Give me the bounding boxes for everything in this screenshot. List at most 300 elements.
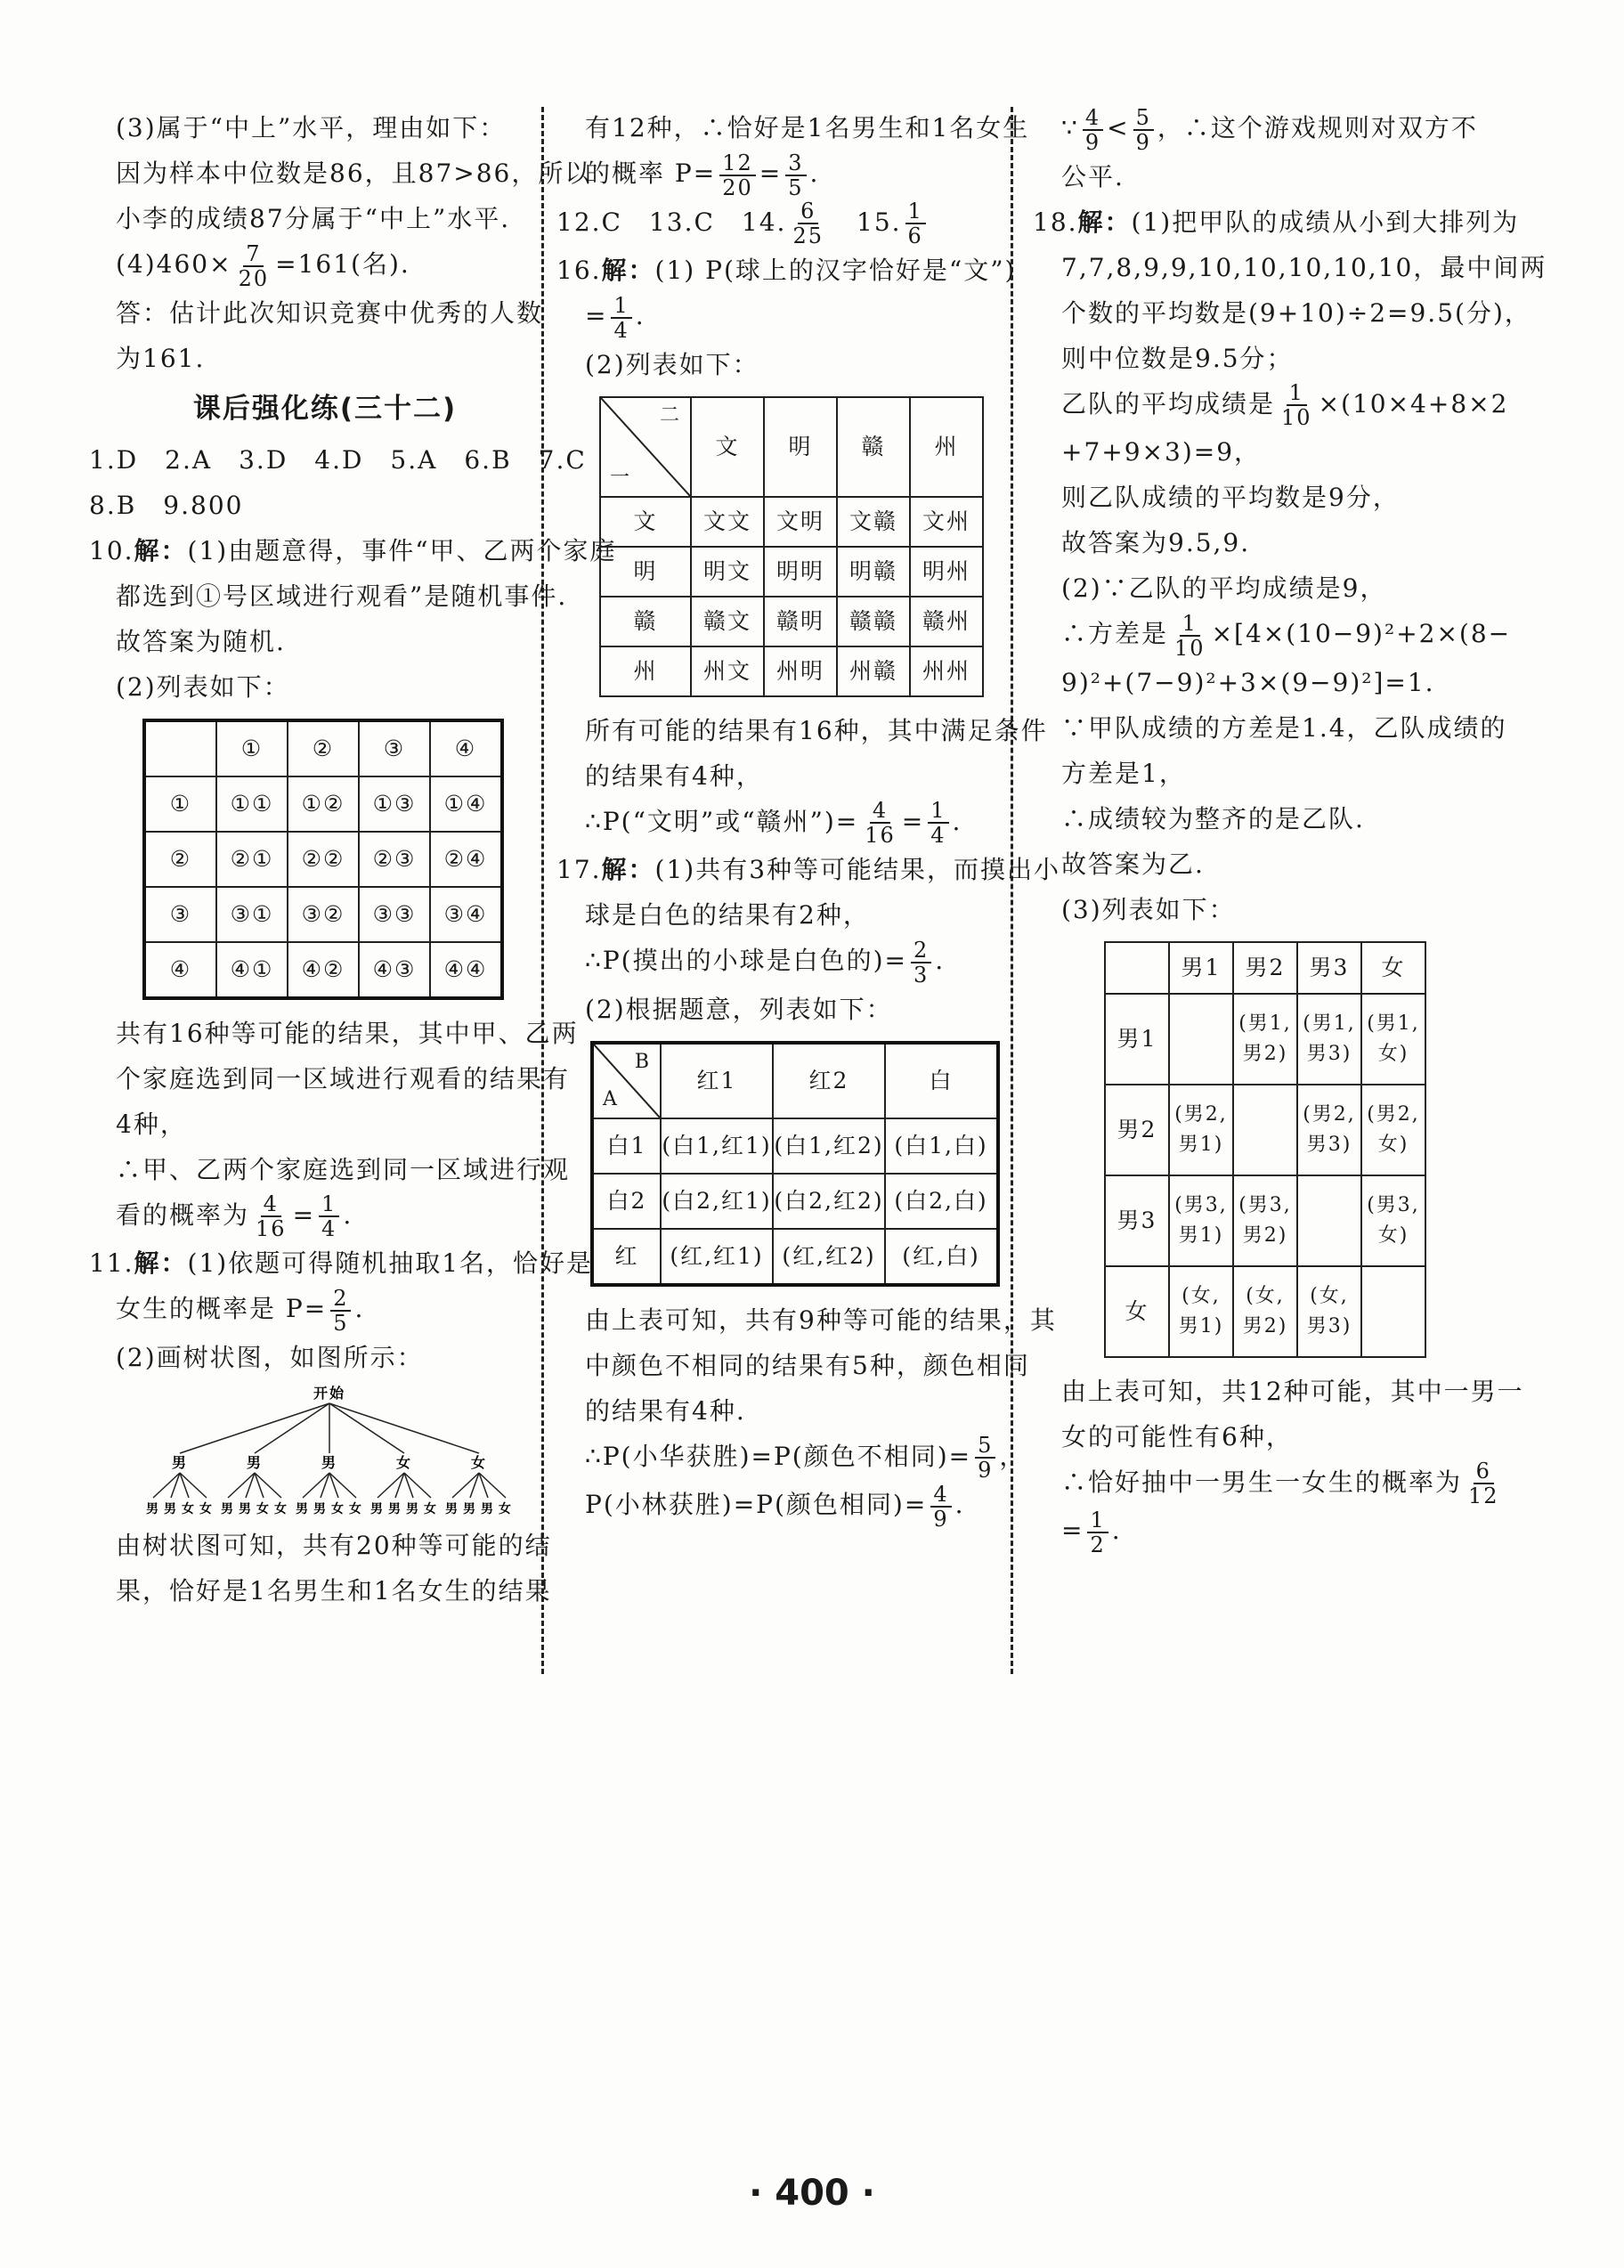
corner-label-bottom: 一	[610, 466, 632, 489]
table-row	[1105, 1266, 1425, 1357]
tree-node-label: 女	[395, 1453, 413, 1471]
header-cell: ③	[359, 720, 430, 776]
table-row	[600, 597, 983, 646]
denominator: 20	[238, 265, 270, 291]
text-fragment: (1)把甲队的成绩从小到大排列为	[1131, 207, 1520, 237]
text-line: 果，恰好是1名男生和1名女生的结果	[116, 1575, 552, 1605]
header-cell: ②	[288, 720, 359, 776]
table-row	[600, 547, 983, 597]
row-header-cell: 男1	[1105, 994, 1169, 1085]
table-cell: ①②	[288, 776, 359, 832]
answer-line: 1.D 2.A 3.D 4.D 5.A 6.B 7.C	[89, 444, 587, 475]
text-line: (2)列表如下：	[585, 349, 759, 379]
text-line	[1033, 1459, 1499, 1508]
text-line: 公平.	[1061, 161, 1125, 191]
text-line: 个家庭选到同一区域进行观看的结果有	[116, 1063, 571, 1093]
text-line: ∴P(摸出的小球是白色的)= $\frac{2}{3}$ .	[585, 937, 946, 988]
fraction	[785, 151, 806, 199]
text-line: 答：估计此次知识竞赛中优秀的人数	[116, 297, 544, 328]
solution-label: 解：	[1077, 207, 1132, 237]
cell-line: 男3)	[1306, 1314, 1352, 1337]
denominator: 10	[1174, 635, 1206, 661]
table-cell: (白1,白)	[885, 1118, 998, 1174]
column-divider-1	[541, 107, 544, 1674]
text-line: 故答案为9.5,9.	[1061, 528, 1251, 557]
table-cell: 文州	[910, 497, 983, 547]
table-row	[1105, 1085, 1425, 1175]
table-cell: (白1,红1)	[661, 1118, 773, 1174]
tree-leaf-label: 女	[424, 1501, 438, 1516]
row-header-cell: 白2	[592, 1174, 661, 1229]
text-fragment: ∴P(摸出的小球是白色的)=	[585, 946, 907, 975]
row-header-cell: 男3	[1105, 1175, 1169, 1266]
text-line: 所有可能的结果有16种，其中满足条件	[585, 715, 1048, 745]
solution-label: 解：	[601, 855, 655, 884]
fraction	[1083, 106, 1103, 154]
table-cell	[1361, 1175, 1425, 1266]
tree-leaf-label: 女	[331, 1501, 345, 1516]
denominator: 10	[1281, 405, 1312, 430]
denominator: 9	[978, 1458, 994, 1483]
text-fragment: <	[1107, 113, 1130, 142]
row-header-cell: 男2	[1105, 1085, 1169, 1175]
table-cell: ①③	[359, 776, 430, 832]
question-number: 11.	[89, 1248, 134, 1278]
cell-line: (男3,	[1174, 1193, 1228, 1216]
table-cell	[1297, 1085, 1361, 1175]
table-cell: ③①	[216, 887, 288, 942]
row-header-cell: ③	[144, 887, 216, 942]
answer-line	[556, 199, 1002, 248]
text-line: 共有16种等可能的结果，其中甲、乙两	[116, 1018, 579, 1048]
tree-root-label: 开始	[313, 1384, 346, 1402]
numerator: 1	[611, 294, 631, 319]
numerator: 1	[905, 199, 926, 224]
tree-leaf-label: 男	[445, 1501, 459, 1516]
cell-line: (男3,	[1238, 1193, 1292, 1216]
fraction	[1172, 612, 1208, 660]
header-cell	[144, 720, 216, 776]
table-cell: 明文	[691, 547, 764, 597]
text-fragment: P(小林获胜)=P(颜色相同)=	[585, 1490, 928, 1519]
header-cell: 红1	[661, 1043, 773, 1118]
numerator: 7	[243, 242, 264, 267]
table-cell	[1233, 1266, 1297, 1357]
tree-leaf-label: 女	[182, 1501, 196, 1516]
text-line	[1033, 610, 1512, 661]
fraction	[719, 151, 756, 199]
corner-label-top: B	[634, 1050, 651, 1073]
text-line: 由树状图可知，共有20种等可能的结	[116, 1530, 552, 1560]
cell-line: 女)	[1377, 1223, 1409, 1247]
denominator: 12	[1468, 1484, 1499, 1508]
text-line: (3)属于“中上”水平，理由如下：	[116, 113, 507, 142]
cell-line: 女)	[1377, 1133, 1409, 1156]
cell-line: 男3)	[1306, 1133, 1352, 1156]
table-cell: (白2,红1)	[661, 1174, 773, 1229]
tree-leaf-label: 男	[370, 1501, 385, 1516]
text-line: 故答案为乙.	[1061, 849, 1205, 879]
tree-leaf-label: 男	[221, 1501, 235, 1516]
text-line: P(小林获胜)=P(颜色相同)= $\frac{4}{9}$ .	[585, 1481, 965, 1532]
question-16-line	[556, 248, 1017, 293]
table-cell	[1169, 994, 1233, 1085]
table-cell: 赣赣	[837, 597, 910, 646]
table-row	[600, 646, 983, 696]
numerator: 4	[930, 1483, 951, 1508]
question-number: 18.	[1033, 207, 1078, 237]
denominator: 2	[1090, 1532, 1106, 1557]
text-line: (2)根据题意，列表如下：	[585, 994, 893, 1024]
cell-line: (男2,	[1367, 1102, 1420, 1126]
text-fragment: 看的概率为	[116, 1199, 250, 1230]
fraction	[253, 1192, 289, 1240]
numerator: 2	[911, 939, 931, 963]
text-line: 方差是1，	[1061, 758, 1186, 788]
solution-label: 解：	[134, 1248, 188, 1278]
fraction	[319, 1192, 339, 1240]
text-fragment: ∵	[1061, 113, 1079, 142]
fraction	[975, 1434, 995, 1482]
table-corner-cell	[600, 397, 691, 497]
tree-node-label: 女	[470, 1453, 488, 1471]
table-cell: (白1,红2)	[773, 1118, 885, 1174]
table-cell: ④③	[359, 942, 430, 998]
text-fragment: 的概率 P=	[585, 159, 717, 188]
fraction	[790, 199, 826, 248]
cell-line: (男3,	[1367, 1193, 1420, 1216]
text-line: 因为样本中位数是86，且87>86，所以	[116, 159, 592, 188]
tree-branch	[255, 1403, 329, 1453]
cell-line: 男1)	[1178, 1223, 1224, 1247]
numerator: 1	[1287, 381, 1307, 406]
table-cell: ②④	[430, 832, 502, 887]
text-line: ∴P(小华获胜)=P(颜色不相同)= $\frac{5}{9}$ ，	[585, 1433, 1027, 1483]
table-row	[144, 776, 502, 832]
table-cell	[1169, 1266, 1233, 1357]
table-row	[144, 887, 502, 942]
text-fragment: 女生的概率是 P=	[116, 1294, 328, 1323]
text-line: 女生的概率是 P= $\frac{2}{5}$ .	[116, 1285, 365, 1336]
table-cell	[1169, 1175, 1233, 1266]
numerator: 4	[870, 799, 890, 824]
text-line: 个数的平均数是(9+10)÷2=9.5(分)，	[1061, 297, 1531, 328]
tree-leaf-label: 男	[481, 1501, 495, 1516]
row-header-cell: ①	[144, 776, 216, 832]
denominator: 16	[256, 1216, 287, 1241]
text-fragment: ×(10×4+8×2	[1318, 388, 1509, 419]
text-line: ∴甲、乙两个家庭选到同一区域进行观	[116, 1154, 571, 1184]
table-row	[144, 942, 502, 998]
cell-line: 男1)	[1178, 1314, 1224, 1337]
tree-node-label: 男	[246, 1453, 264, 1471]
tree-branch	[329, 1403, 404, 1453]
cell-line: (男2,	[1303, 1102, 1356, 1126]
text-line: 由上表可知，共有9种等可能的结果，其	[585, 1305, 1057, 1335]
text-line: (2)画树状图，如图所示：	[116, 1342, 424, 1372]
cell-line: (男2,	[1174, 1102, 1228, 1126]
table-cell: 州明	[764, 646, 837, 696]
tree-leaf-label: 女	[349, 1501, 363, 1516]
table-cell: (红,红2)	[773, 1229, 885, 1285]
header-cell: 男1	[1169, 942, 1233, 994]
text-line: 的概率 P= $\frac{12}{20}$ = $\frac{3}{5}$ .	[585, 150, 820, 200]
fraction	[236, 242, 272, 290]
table-cell	[1233, 1085, 1297, 1175]
text-fragment: ∴恰好抽中一男生一女生的概率为	[1061, 1467, 1463, 1497]
cell-line: (男1,	[1303, 1012, 1356, 1035]
tree-leaf-label: 男	[239, 1501, 253, 1516]
answer-line: 8.B 9.800	[89, 490, 244, 520]
header-cell: ④	[430, 720, 502, 776]
denominator: 9	[1135, 129, 1151, 155]
text-line: 看的概率为 $\frac{4}{16}$ = $\frac{1}{4}$ .	[116, 1191, 353, 1241]
question-number: 10.	[89, 535, 134, 565]
table-cell: (红,红1)	[661, 1229, 773, 1285]
table-cell: 明明	[764, 547, 837, 597]
table-corner-cell	[592, 1043, 661, 1118]
table-cell: ②②	[288, 832, 359, 887]
table-row	[144, 832, 502, 887]
denominator: 4	[613, 317, 629, 343]
text-line: 的结果有4种，	[585, 760, 763, 791]
table-cell: 文文	[691, 497, 764, 547]
question-11-line	[89, 1240, 594, 1286]
table-row	[592, 1118, 998, 1174]
table-cell: ②①	[216, 832, 288, 887]
text-fragment: (1)共有3种等可能结果，而摸出小	[654, 855, 1061, 884]
table-cell: 赣明	[764, 597, 837, 646]
text-line: +7+9×3)=9，	[1061, 437, 1262, 467]
tree-leaf-label: 男	[463, 1501, 477, 1516]
header-cell: 白	[885, 1043, 998, 1118]
text-fragment: ∴P(小华获胜)=P(颜色不相同)=	[585, 1441, 972, 1471]
table-cell: 州赣	[837, 646, 910, 696]
tree-leaf-label: 男	[406, 1501, 420, 1516]
text-line: ∵甲队成绩的方差是1.4，乙队成绩的	[1061, 712, 1507, 743]
row-header-cell: 赣	[600, 597, 691, 646]
text-fragment: ，∴这个游戏规则对双方不	[1157, 113, 1478, 142]
text-fragment: (1) P(球上的汉字恰好是“文”)	[654, 256, 1017, 285]
denominator: 9	[1084, 129, 1101, 155]
cell-line: (男1,	[1367, 1012, 1420, 1035]
table-cell: 州州	[910, 646, 983, 696]
corner-label-bottom: A	[603, 1087, 619, 1110]
cell-line: (女,	[1181, 1284, 1221, 1307]
numerator: 1	[1087, 1508, 1108, 1533]
tree-node-label: 男	[321, 1453, 338, 1471]
row-header-cell: 白1	[592, 1118, 661, 1174]
denominator: 25	[792, 224, 824, 248]
table-row	[592, 1229, 998, 1285]
row-header-cell: 红	[592, 1229, 661, 1285]
row-header-cell: 女	[1105, 1266, 1169, 1357]
table-cell	[1169, 1085, 1233, 1175]
solution-label: 解：	[601, 256, 655, 285]
text-line: (2)列表如下：	[116, 671, 290, 702]
table-header-row	[600, 397, 983, 497]
cell-line: 男3)	[1306, 1042, 1352, 1065]
question-number: 17.	[556, 855, 602, 884]
tree-leaf-label: 男	[388, 1501, 402, 1516]
cell-line: (女,	[1246, 1284, 1285, 1307]
numerator: 5	[1133, 106, 1154, 131]
table-students	[1104, 941, 1426, 1358]
table-cell: ③④	[430, 887, 502, 942]
tree-leaf-label: 女	[499, 1501, 513, 1516]
fraction	[1133, 106, 1154, 154]
text-line: 故答案为随机.	[116, 626, 286, 656]
text-fragment: ∴方差是	[1061, 619, 1169, 648]
fraction	[611, 294, 631, 342]
corner-label-top: 二	[659, 403, 681, 427]
tree-leaf-label: 男	[313, 1501, 328, 1516]
denominator: 6	[907, 224, 923, 248]
cell-line: (男1,	[1238, 1012, 1292, 1035]
numerator: 1	[1180, 612, 1200, 637]
header-cell: 明	[764, 397, 837, 497]
table-cell: 文明	[764, 497, 837, 547]
table-zone-pairs	[142, 719, 504, 1000]
text-line: 球是白色的结果有2种，	[585, 900, 870, 930]
denominator: 3	[913, 962, 930, 988]
text-line: 则乙队成绩的平均数是9分，	[1061, 483, 1400, 512]
fraction	[1279, 381, 1315, 429]
table-cell: 明州	[910, 547, 983, 597]
question-18-line	[1033, 199, 1520, 245]
cell-line: 女)	[1377, 1042, 1409, 1065]
table-cell: 赣文	[691, 597, 764, 646]
denominator: 16	[865, 823, 896, 848]
table-cell	[1233, 1175, 1297, 1266]
text-line	[1033, 380, 1509, 430]
table-cell: 明赣	[837, 547, 910, 597]
denominator: 4	[930, 823, 946, 848]
text-line	[116, 241, 534, 290]
text-line: 4种，	[116, 1109, 187, 1139]
numerator: 1	[319, 1192, 339, 1217]
table-cell	[1361, 1085, 1425, 1175]
numerator: 4	[1083, 106, 1103, 131]
text-line: ∴成绩较为整齐的是乙队.	[1061, 803, 1365, 833]
tree-leaf-label: 女	[256, 1501, 271, 1516]
table-cell: (红,白)	[885, 1229, 998, 1285]
numerator: 1	[928, 799, 948, 824]
tree-leaf-label: 男	[164, 1501, 178, 1516]
text-line: 7,7,8,9,9,10,10,10,10,10，最中间两	[1061, 252, 1547, 282]
table-cell	[1361, 994, 1425, 1085]
cell-line: 男2)	[1242, 1042, 1288, 1065]
table-header-row	[1105, 942, 1425, 994]
table-cell: ①①	[216, 776, 288, 832]
table-cell: (白2,白)	[885, 1174, 998, 1229]
table-row	[600, 497, 983, 547]
numerator: 6	[1474, 1459, 1494, 1484]
cell-line: 男1)	[1178, 1133, 1224, 1156]
tree-diagram	[142, 1384, 516, 1517]
row-header-cell: 明	[600, 547, 691, 597]
table-cell	[1297, 1175, 1361, 1266]
text-line: 由上表可知，共12种可能，其中一男一	[1061, 1376, 1524, 1406]
numerator: 6	[798, 199, 818, 224]
text-fragment: (1)由题意得，事件“甲、乙两个家庭	[187, 535, 617, 565]
tree-leaf-label: 女	[199, 1501, 214, 1516]
text-line: 女的可能性有6种，	[1061, 1421, 1293, 1451]
table-cell: ④④	[430, 942, 502, 998]
text-fragment: =161(名).	[275, 249, 410, 279]
table-cell: ①④	[430, 776, 502, 832]
row-header-cell: ②	[144, 832, 216, 887]
fraction	[1466, 1459, 1502, 1508]
text-line: = $\frac{1}{4}$ .	[585, 292, 646, 343]
numerator: 2	[330, 1287, 351, 1312]
header-cell: ①	[216, 720, 288, 776]
text-line: = $\frac{1}{2}$ .	[1061, 1507, 1122, 1557]
table-cell: 文赣	[837, 497, 910, 547]
text-line	[1033, 104, 1478, 155]
header-cell: 州	[910, 397, 983, 497]
table-row	[592, 1174, 998, 1229]
table-header-row	[592, 1043, 998, 1118]
header-cell: 文	[691, 397, 764, 497]
tree-leaf-label: 男	[296, 1501, 310, 1516]
denominator: 20	[722, 175, 753, 200]
table-header-row	[144, 720, 502, 776]
fraction	[928, 799, 948, 847]
text-line: 为161.	[116, 343, 206, 373]
table-cell	[1297, 1266, 1361, 1357]
row-header-cell: ④	[144, 942, 216, 998]
numerator: 4	[261, 1192, 281, 1217]
fraction	[330, 1287, 351, 1335]
cell-line: (女,	[1310, 1284, 1349, 1307]
solution-label: 解：	[134, 535, 188, 565]
text-fragment: ∴P(“文明”或“赣州”)=	[585, 806, 859, 836]
denominator: 4	[321, 1216, 337, 1241]
header-cell: 女	[1361, 942, 1425, 994]
denominator: 5	[788, 175, 804, 200]
text-fragment: 15.	[857, 207, 902, 237]
text-line: (3)列表如下：	[1061, 894, 1236, 924]
header-cell: 男3	[1297, 942, 1361, 994]
table-cell: ④①	[216, 942, 288, 998]
section-heading: 课后强化练(三十二)	[192, 392, 458, 425]
table-cell: ③③	[359, 887, 430, 942]
tree-leaf-label: 女	[274, 1501, 288, 1516]
header-cell: 红2	[773, 1043, 885, 1118]
text-line: 小李的成绩87分属于“中上”水平.	[116, 204, 511, 233]
table-cell	[1233, 994, 1297, 1085]
numerator: 3	[785, 151, 806, 176]
fraction	[930, 1483, 951, 1531]
text-line: (2)∵乙队的平均成绩是9，	[1061, 573, 1387, 603]
denominator: 9	[933, 1506, 949, 1532]
table-row	[1105, 994, 1425, 1085]
text-fragment: ×[4×(10−9)²+2×(8−	[1211, 619, 1512, 648]
numerator: 12	[719, 151, 756, 176]
tree-branch	[329, 1403, 479, 1453]
text-line: 9)²+(7−9)²+3×(9−9)²]=1.	[1061, 667, 1435, 697]
header-cell: 男2	[1233, 942, 1297, 994]
fraction	[862, 799, 898, 847]
table-cell: ④②	[288, 942, 359, 998]
cell-line: 男2)	[1242, 1223, 1288, 1247]
fraction	[911, 939, 931, 987]
text-line: 都选到①号区域进行观看”是随机事件.	[116, 581, 568, 611]
table-cell	[1361, 1266, 1425, 1357]
header-cell: 赣	[837, 397, 910, 497]
header-cell	[1105, 942, 1169, 994]
